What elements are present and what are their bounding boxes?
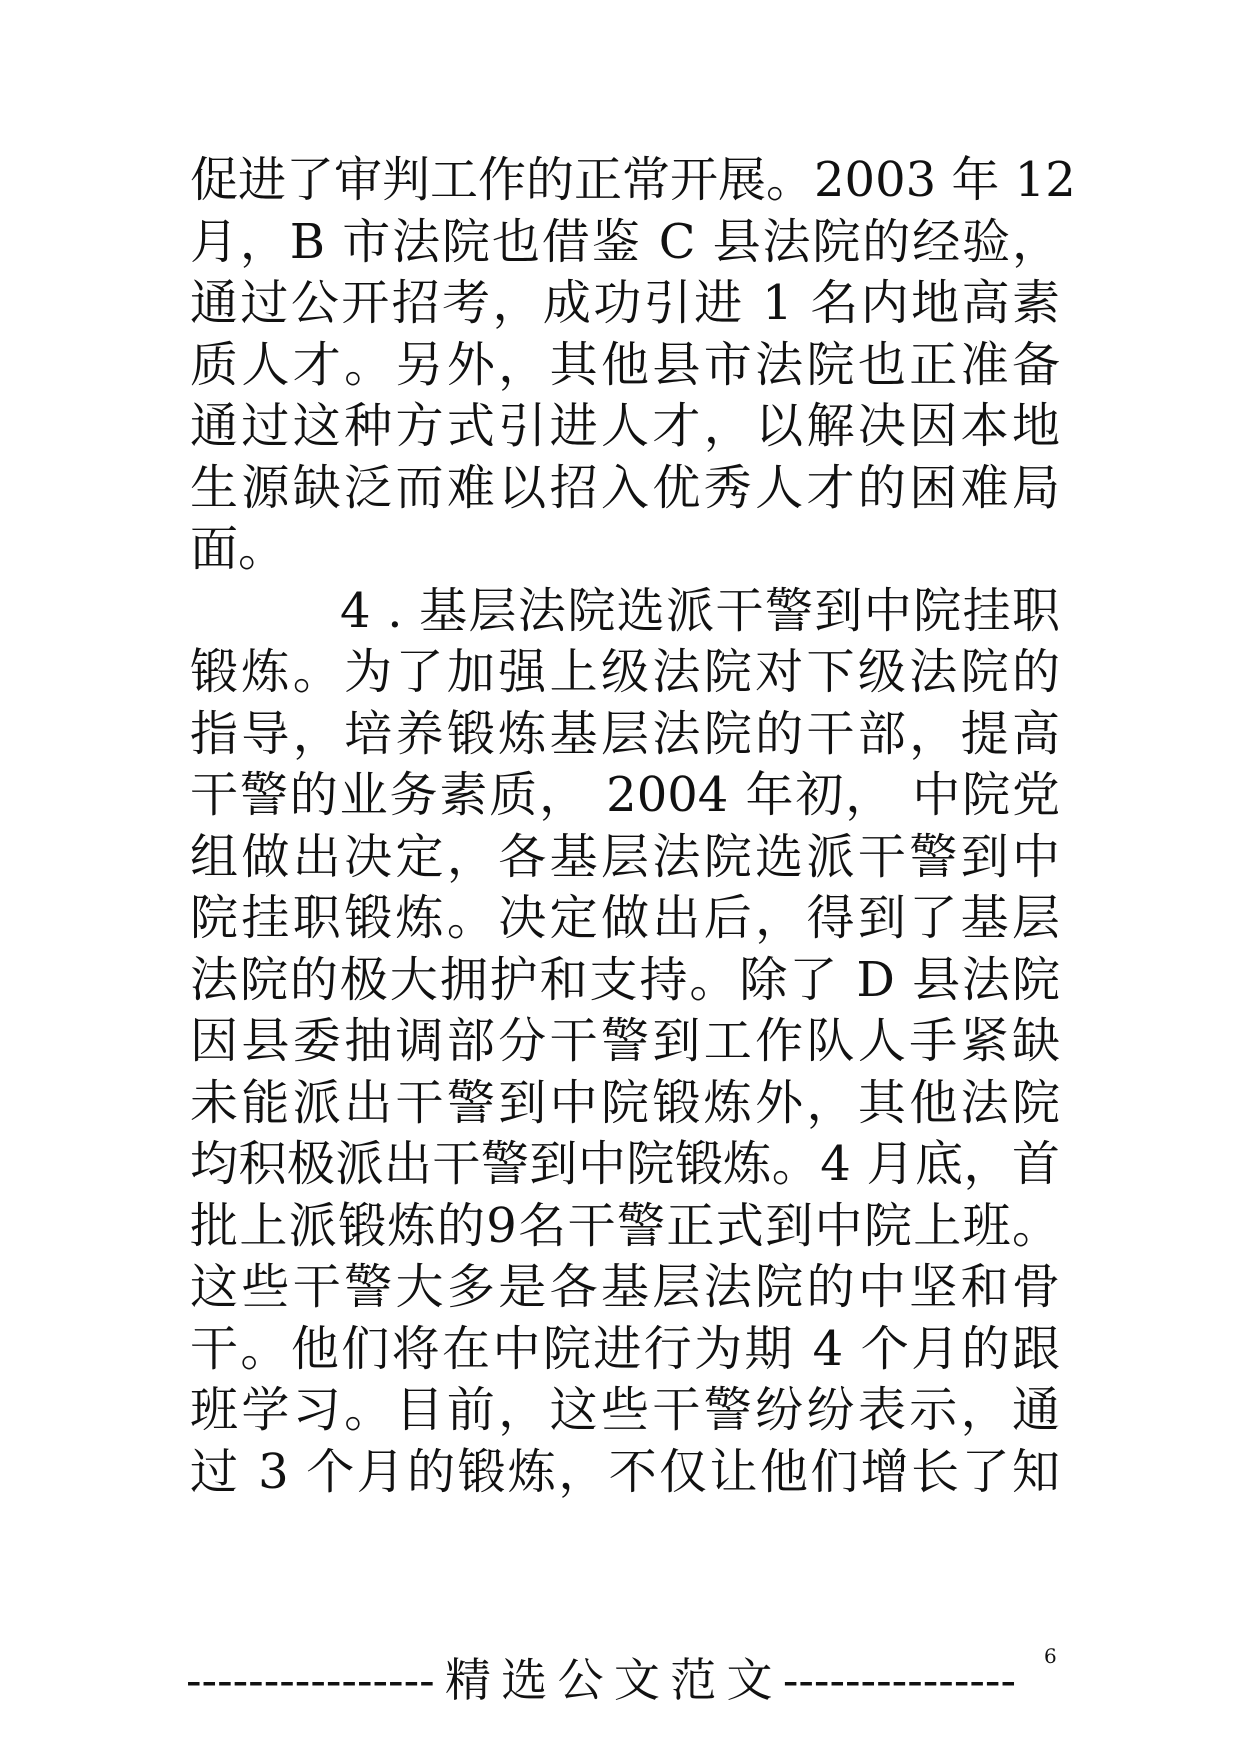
text-line: 锻炼。为了加强上级法院对下级法院的 [190,644,1060,700]
text-line: 通过这种方式引进人才，以解决因本地 [190,398,1060,454]
text-line: 质人才。另外，其他县市法院也正准备 [190,336,1060,393]
text-line: 均积极派出干警到中院锻炼。4 月底，首 [190,1136,1060,1192]
text-line: 法院的极大拥护和支持。除了 D 县法院 [190,951,1060,1008]
text-line: 面。 [190,521,287,577]
text-line: 指导，培养锻炼基层法院的干部，提高 [190,705,1060,762]
text-line: 未能派出干警到中院锻炼外，其他法院 [190,1074,1060,1131]
text-line: 干警的业务素质， 2004 年初， 中院党 [190,767,1060,823]
text-line: 班学习。目前，这些干警纷纷表示，通 [190,1382,1060,1438]
text-line: 月，B 市法院也借鉴 C 县法院的经验， [190,213,1060,270]
text-line: 促进了审判工作的正常开展。2003 年 12 [190,152,1076,208]
body-text [190,150,1076,1503]
text-line: 院挂职锻炼。决定做出后，得到了基层 [190,890,1060,946]
text-line: 组做出决定，各基层法院选派干警到中 [190,828,1060,885]
page-number: 6 [1044,1644,1057,1668]
text-line: 通过公开招考，成功引进 1 名内地高素 [190,275,1060,331]
text-line: 这些干警大多是各基层法院的中坚和骨 [190,1259,1060,1315]
text-line: 生源缺泛而难以招入优秀人才的困难局 [190,459,1060,516]
text-line: 批上派锻炼的9名干警正式到中院上班。 [190,1197,1060,1254]
text-line: 干。他们将在中院进行为期 4 个月的跟 [190,1320,1060,1377]
footer-banner: ----------------精选公文范文--------------- [186,1653,1016,1707]
text-line: 因县委抽调部分干警到工作队人手紧缺 [190,1013,1060,1069]
section-heading-line: 4 . 基层法院选派干警到中院挂职 [340,582,1060,639]
text-line: 过 3 个月的锻炼，不仅让他们增长了知 [190,1443,1060,1500]
